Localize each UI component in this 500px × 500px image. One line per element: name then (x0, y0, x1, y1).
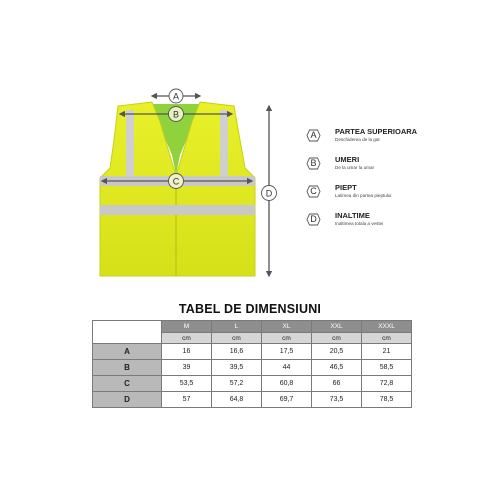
value-cell: 78,5 (362, 392, 412, 408)
unit-cell: cm (312, 333, 362, 344)
legend-letter: B (310, 158, 317, 168)
measurement-legend (306, 128, 496, 240)
size-table-title: TABEL DE DIMENSIUNI (178, 302, 322, 316)
value-cell: 60,8 (262, 376, 312, 392)
table-corner-cell (93, 321, 162, 344)
value-cell: 53,5 (162, 376, 212, 392)
legend-description: Latimea din partea pieptului (335, 193, 392, 198)
value-cell: 44 (262, 360, 312, 376)
legend-title: UMERI (335, 155, 360, 164)
row-label-cell: B (93, 360, 162, 376)
value-cell: 66 (312, 376, 362, 392)
badge-b-letter: B (172, 109, 180, 120)
table-row (93, 360, 412, 376)
value-cell: 57,2 (212, 376, 262, 392)
unit-cell: cm (362, 333, 412, 344)
value-cell: 64,8 (212, 392, 262, 408)
value-cell: 16,6 (212, 344, 262, 360)
legend-description: Deschiderea de la gat (335, 137, 380, 142)
table-row (93, 376, 412, 392)
unit-cell: cm (162, 333, 212, 344)
legend-item-c (306, 184, 496, 198)
value-cell: 39 (162, 360, 212, 376)
reflective-strap-left (126, 110, 134, 176)
legend-item-d (306, 212, 496, 226)
legend-title: INALTIME (335, 211, 370, 220)
value-cell: 39,5 (212, 360, 262, 376)
legend-title: PARTEA SUPERIOARA (335, 127, 418, 136)
value-cell: 57 (162, 392, 212, 408)
value-cell: 20,5 (312, 344, 362, 360)
legend-badge-d (306, 212, 321, 227)
size-header-row (93, 321, 412, 333)
value-cell: 16 (162, 344, 212, 360)
value-cell: 58,5 (362, 360, 412, 376)
legend-letter: D (310, 214, 317, 224)
legend-title: PIEPT (335, 183, 357, 192)
legend-description: De la umar la umar (335, 165, 375, 170)
table-row (93, 344, 412, 360)
size-header-cell: XL (262, 321, 312, 333)
legend-description: Inaltimea totala a vestei (335, 221, 384, 226)
legend-letter: A (310, 130, 317, 140)
legend-letter: C (310, 186, 317, 196)
badge-c-letter: C (172, 176, 180, 187)
reflective-band-lower (100, 205, 255, 215)
legend-item-a (306, 128, 496, 142)
reflective-strap-right (220, 110, 228, 176)
size-header-cell: XXL (312, 321, 362, 333)
badge-d-letter: D (265, 188, 273, 199)
size-table (92, 320, 412, 408)
badge-a-letter: A (172, 91, 180, 102)
legend-badge-c (306, 184, 321, 199)
value-cell: 21 (362, 344, 412, 360)
table-row (93, 392, 412, 408)
legend-badge-a (306, 128, 321, 143)
value-cell: 46,5 (312, 360, 362, 376)
value-cell: 17,5 (262, 344, 312, 360)
legend-badge-b (306, 156, 321, 171)
value-cell: 72,8 (362, 376, 412, 392)
size-header-cell: L (212, 321, 262, 333)
row-label-cell: D (93, 392, 162, 408)
size-header-cell: XXXL (362, 321, 412, 333)
size-header-cell: M (162, 321, 212, 333)
value-cell: 73,5 (312, 392, 362, 408)
unit-cell: cm (212, 333, 262, 344)
row-label-cell: A (93, 344, 162, 360)
row-label-cell: C (93, 376, 162, 392)
value-cell: 69,7 (262, 392, 312, 408)
legend-item-b (306, 156, 496, 170)
unit-cell: cm (262, 333, 312, 344)
